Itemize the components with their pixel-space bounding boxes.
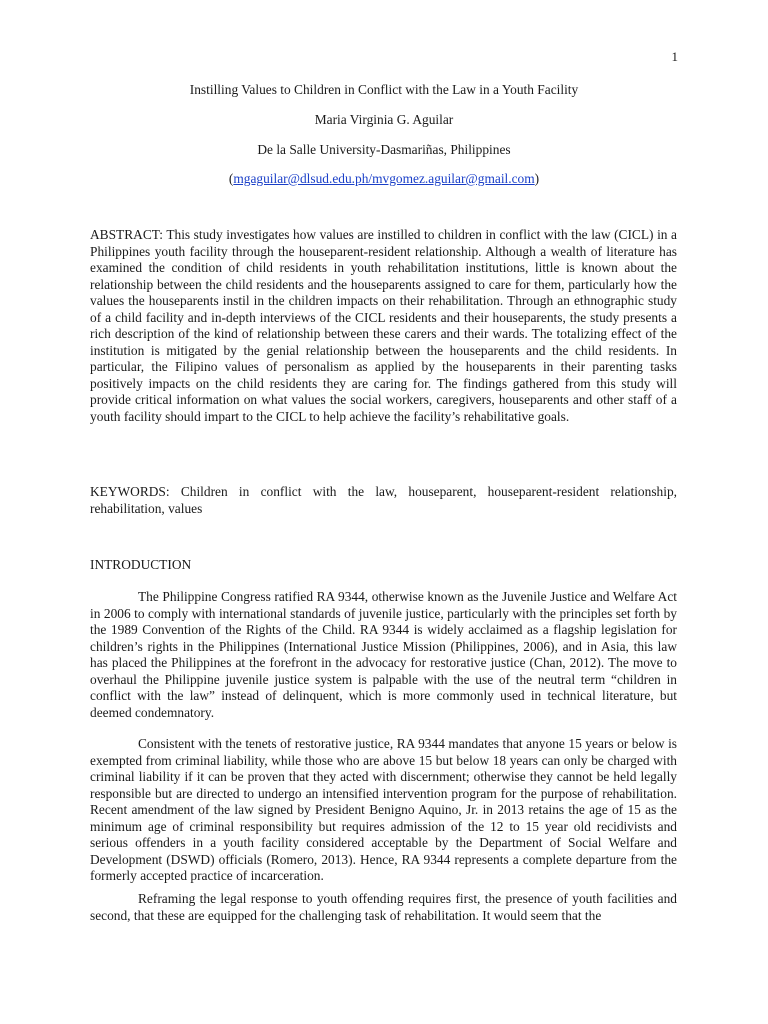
abstract-paragraph: ABSTRACT: This study investigates how values are instilled to children in conflict with the law (CICL) in a Philippines youth facility through the houseparent-resident relationship. Although a wealth of literature has examined the condition of child residents in youth rehabilitation institutions, little is known about the relationship between the child residents and the houseparents assigned to care for them, particularly how the values the houseparents instil in the children impacts on their rehabilitation. Through an ethnographic study of a child facility and in-depth interviews of the CICL residents and their houseparents, the study presents a rich description of the kind of relationship between these carers and their wards. The totalizing effect of the institution is mitigated by the genial relationship between the houseparents and the child residents. In particular, the Filipino values of personalism as applied by the houseparents in their parenting tasks positively impacts on the child residents they are caring for. The findings gathered from this study will provide critical information on what values the social workers, caregivers, houseparents and other staff of a youth facility should impart to the CICL to help achieve the facility’s rehabilitative goals. [90,227,677,424]
author-name: Maria Virginia G. Aguilar [314,112,454,127]
introduction-heading: INTRODUCTION [90,557,192,572]
author-email-line [0,171,768,188]
page-number: 1 [671,49,678,64]
intro-paragraph-2: Consistent with the tenets of restorative justice, RA 9344 mandates that anyone 15 years or below is exempted from criminal liability, while those who are above 15 but below 18 years can only be charged with criminal liability if it can be proven that they acted with discernment; otherwise they cannot be held legally responsible but are directed to undergo an intensified intervention program for the purpose of rehabilitation. Recent amendment of the law signed by President Benigno Aquino, Jr. in 2013 retains the age of 15 as the minimum age of criminal responsibility but requires admission of the 12 to 15 year old recidivists and serious offenders in a youth facility considered acceptable by the Department of Social Welfare and Development (DSWD) officials (Romero, 2013). Hence, RA 9344 represents a complete departure from the formerly accepted practice of incarceration. [90,736,677,883]
intro-paragraph-3: Reframing the legal response to youth offending requires first, the presence of youth facilities and second, that these are equipped for the challenging task of rehabilitation. It would seem that the [90,891,677,923]
email-open-paren: ( [228,171,234,186]
keywords-paragraph: KEYWORDS: Children in conflict with the law, houseparent, houseparent-resident relationship, rehabilitation, values [90,484,677,516]
author-affiliation: De la Salle University-Dasmariñas, Philippines [257,142,511,157]
intro-paragraph-1: The Philippine Congress ratified RA 9344, otherwise known as the Juvenile Justice and Welfare Act in 2006 to comply with international standards of juvenile justice, particularly with the principles set forth by the 1989 Convention of the Rights of the Child. RA 9344 is widely acclaimed as a flagship legislation for children’s rights in the Philippines (International Justice Mission (Philippines, 2006), and in Asia, this law has placed the Philippines at the forefront in the advocacy for restorative justice (Chan, 2012). The move to overhaul the Philippine juvenile justice system is palpable with the use of the neutral term “children in conflict with the law” instead of delinquent, which is more commonly used in technical literature, but deemed condemnatory. [90,589,677,720]
author-email-link[interactable]: mgaguilar@dlsud.edu.ph/mvgomez.aguilar@gmail.com [233,171,535,186]
paper-title: Instilling Values to Children in Conflict with the Law in a Youth Facility [189,82,579,97]
email-close-paren: ) [534,171,540,186]
